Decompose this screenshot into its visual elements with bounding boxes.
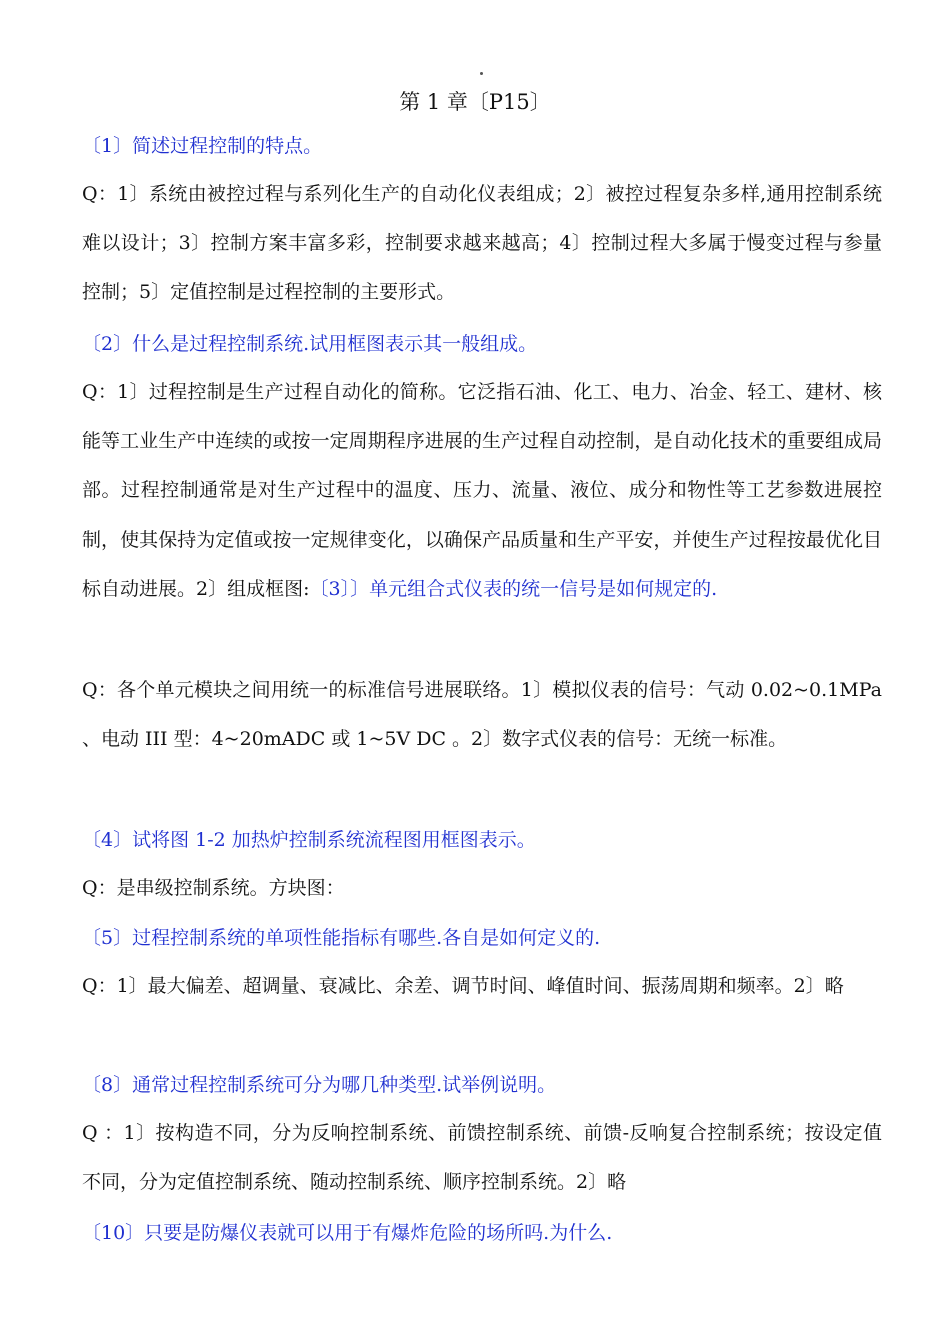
answer-4: Q：是串级控制系统。方块图：: [82, 877, 345, 899]
answer-1: Q：1〕系统由被控过程与系列化生产的自动化仪表组成；2〕被控过程复杂多样,通用控制系统难以设计；3〕控制方案丰富多彩，控制要求越来越高；4〕控制过程大多属于慢变过程与参量控制；5〕定值控制是过程控制的主要形式。: [82, 183, 882, 304]
answer-5: Q：1〕最大偏差、超调量、衰减比、余差、调节时间、峰值时间、振荡周期和频率。2〕略: [82, 975, 844, 997]
answer-2: [82, 368, 882, 614]
question-4: 〔4〕试将图 1-2 加热炉控制系统流程图用框图表示。: [82, 829, 536, 851]
question-8: 〔8〕通常过程控制系统可分为哪几种类型.试举例说明。: [82, 1074, 557, 1096]
question-1: 〔1〕简述过程控制的特点。: [82, 135, 323, 157]
question-5: 〔5〕过程控制系统的单项性能指标有哪些.各自是如何定义的.: [82, 927, 601, 949]
chapter-title: 第 1 章〔P15〕: [399, 90, 551, 114]
page-dot: [480, 72, 483, 75]
answer-3: Q：各个单元模块之间用统一的标准信号进展联络。1〕模拟仪表的信号：气动 0.02~0.1MPa 、电动 III 型：4~20mADC 或 1~5V DC 。2〕数字式仪表的信号：无统一标准。: [82, 679, 882, 751]
question-3: 〔3〕〕单元组合式仪表的统一信号是如何规定的.: [309, 577, 718, 600]
answer-2-text: Q：1〕过程控制是生产过程自动化的简称。它泛指石油、化工、电力、冶金、轻工、建材、核能等工业生产中连续的或按一定周期程序进展的生产过程自动控制，是自动化技术的重要组成局部。过程控制通常是对生产过程中的温度、压力、流量、液位、成分和物性等工艺参数进展控制，使其保持为定值或按一定规律变化，以确保产品质量和生产平安，并使生产过程按最优化目标自动进展。2〕组成框图:: [82, 381, 882, 600]
question-2: 〔2〕什么是过程控制系统.试用框图表示其一般组成。: [82, 333, 538, 355]
question-10: 〔10〕只要是防爆仪表就可以用于有爆炸危险的场所吗.为什么.: [82, 1222, 613, 1244]
answer-8: Q ：1〕按构造不同，分为反响控制系统、前馈控制系统、前馈-反响复合控制系统；按设定值不同，分为定值控制系统、随动控制系统、顺序控制系统。2〕略: [82, 1122, 882, 1194]
